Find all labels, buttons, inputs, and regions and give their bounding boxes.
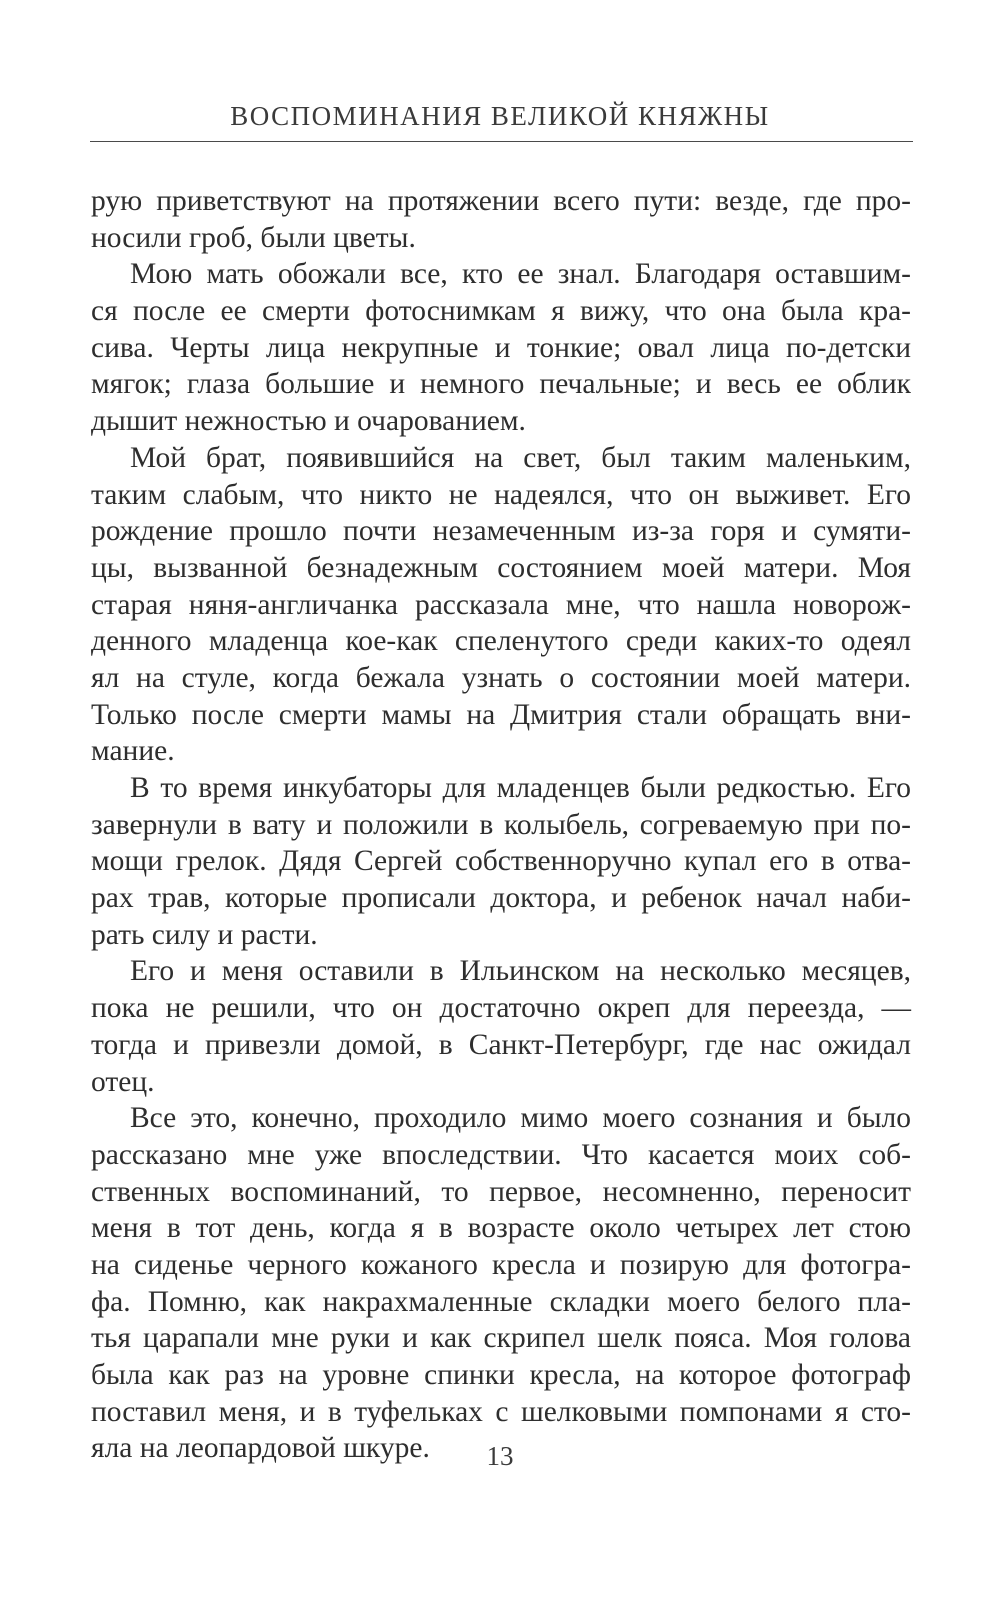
running-header: ВОСПОМИНАНИЯ ВЕЛИКОЙ КНЯЖНЫ: [230, 101, 770, 131]
text-line: завернули в вату и положили в колыбель, согреваемую при по-: [91, 808, 911, 841]
text-line: фа. Помню, как накрахмаленные складки моего белого пла-: [91, 1285, 911, 1318]
text-line: ял на стуле, когда бежала узнать о состоянии моей матери.: [91, 661, 911, 694]
text-line: В то время инкубаторы для младенцев были редкостью. Его: [130, 772, 911, 804]
text-line: рождение прошло почти незамеченным из-за горя и сумяти-: [91, 515, 911, 548]
text-line: Только после смерти мамы на Дмитрия стали обращать вни-: [91, 698, 911, 731]
text-line: денного младенца кое-как спеленутого среди каких-то одеял: [91, 625, 911, 658]
text-line: старая няня-англичанка рассказала мне, что нашла новорож-: [91, 588, 911, 621]
text-line: на сиденье черного кожаного кресла и позирую для фотогра-: [91, 1248, 911, 1281]
body-text: [91, 183, 911, 1467]
text-line: пока не решили, что он достаточно окреп для переезда, —: [91, 992, 911, 1025]
text-line: рах трав, которые прописали доктора, и ребенок начал наби-: [91, 882, 911, 915]
text-line: рую приветствуют на протяжении всего пути: везде, где про-: [91, 185, 911, 217]
text-line: ственных воспоминаний, то первое, несомненно, переносит: [91, 1175, 911, 1208]
text-line: Все это, конечно, проходило мимо моего сознания и было: [130, 1102, 911, 1135]
text-line: сива. Черты лица некрупные и тонкие; овал лица по-детски: [91, 331, 911, 364]
text-line: поставил меня, и в туфельках с шелковыми помпонами я сто-: [91, 1395, 911, 1428]
text-line: таким слабым, что никто не надеялся, что он выживет. Его: [91, 478, 911, 511]
text-line: отец.: [91, 1065, 155, 1098]
text-line: рассказано мне уже впоследствии. Что касается моих соб-: [91, 1138, 911, 1171]
text-line: тогда и привезли домой, в Санкт-Петербург, где нас ожидал: [91, 1028, 911, 1061]
text-line: Мою мать обожали все, кто ее знал. Благодаря оставшим-: [130, 258, 911, 291]
text-line: яла на леопардовой шкуре.: [91, 1432, 430, 1465]
text-line: дышит нежностью и очарованием.: [91, 405, 526, 438]
text-line: меня в тот день, когда я в возрасте около четырех лет стою: [91, 1212, 911, 1245]
text-line: мягок; глаза большие и немного печальные; и весь ее облик: [91, 368, 911, 401]
text-line: мание.: [91, 735, 175, 768]
text-line: ся после ее смерти фотоснимкам я вижу, что она была кра-: [91, 295, 911, 328]
page-number: 13: [486, 1441, 514, 1471]
text-line: рать силу и расти.: [91, 918, 318, 951]
text-line: мощи грелок. Дядя Сергей собственноручно купал его в отва-: [91, 845, 911, 878]
text-line: Его и меня оставили в Ильинском на несколько месяцев,: [130, 955, 911, 988]
text-line: Мой брат, появившийся на свет, был таким маленьким,: [130, 441, 911, 474]
text-line: носили гроб, были цветы.: [91, 221, 416, 254]
text-line: была как раз на уровне спинки кресла, на которое фотограф: [91, 1359, 911, 1391]
text-line: тья царапали мне руки и как скрипел шелк пояса. Моя голова: [91, 1322, 911, 1355]
text-line: цы, вызванной безнадежным состоянием моей матери. Моя: [91, 551, 911, 584]
header-rule: [90, 141, 913, 142]
